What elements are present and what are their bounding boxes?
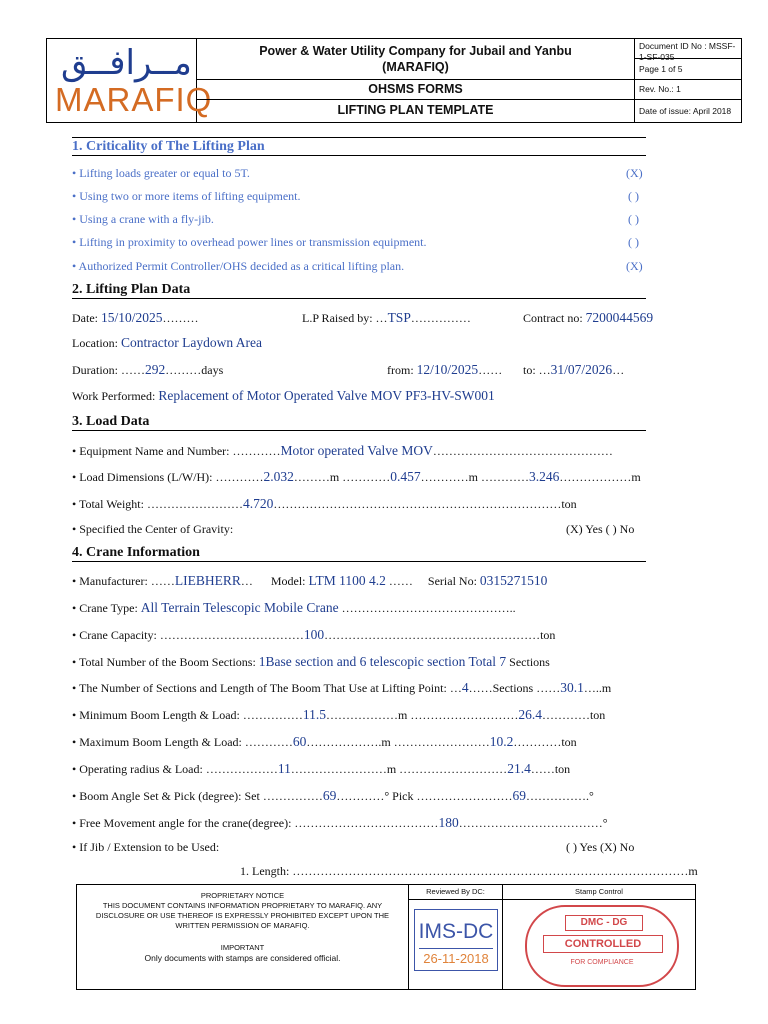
form-group: OHSMS FORMS xyxy=(197,80,635,100)
work-performed: Replacement of Motor Operated Valve MOV PF3-HV-SW001 xyxy=(158,388,495,403)
weight-row: • Total Weight: ……………………4.720………………………………………………………………ton xyxy=(72,496,577,511)
criticality-item: • Authorized Permit Controller/OHS decided as a critical lifting plan. xyxy=(72,259,405,273)
capacity-row: • Crane Capacity: ………………………………100………………………………………………ton xyxy=(72,627,556,642)
criticality-item: • Using a crane with a fly-jib. xyxy=(72,212,214,226)
duration: 292 xyxy=(145,362,166,377)
criticality-mark: ( ) xyxy=(628,189,639,203)
page-number: Page 1 of 5 xyxy=(635,59,741,80)
criticality-mark: ( ) xyxy=(628,212,639,226)
equipment-name: Motor operated Valve MOV xyxy=(280,443,433,458)
ims-dc-stamp: IMS-DC 26-11-2018 xyxy=(414,909,498,971)
work-row: Work Performed: Replacement of Motor Operated Valve MOV PF3-HV-SW001 xyxy=(72,388,495,403)
raised-by-row: L.P Raised by: …TSP…………… xyxy=(302,310,471,325)
criticality-mark: ( ) xyxy=(628,235,639,249)
to-row: to: …31/07/2026… xyxy=(523,362,625,377)
max-boom-row: • Maximum Boom Length & Load: …………60……………….m ……………………10.2…………ton xyxy=(72,734,577,749)
equipment-row: • Equipment Name and Number: …………Motor operated Valve MOV……………………………………… xyxy=(72,443,613,458)
section-2-title: 2. Lifting Plan Data xyxy=(72,282,646,299)
date-row: Date: 15/10/2025……… xyxy=(72,310,199,325)
location: Contractor Laydown Area xyxy=(120,335,262,350)
dimensions-row: • Load Dimensions (L/W/H): …………2.032………m …………0.457…………m …………3.246………………m xyxy=(72,469,641,484)
section-4-title: 4. Crane Information xyxy=(72,545,646,562)
to-date: 31/07/2026 xyxy=(550,362,613,377)
section-1-title: 1. Criticality of The Lifting Plan xyxy=(72,139,646,156)
logo-arabic: مــرافــق xyxy=(61,43,192,83)
contract-row: Contract no: 7200044569 xyxy=(523,310,654,325)
radius-row: • Operating radius & Load: ………………11……………………m ………………………21.4……ton xyxy=(72,761,571,776)
raised-by: TSP xyxy=(387,310,411,325)
proprietary-notice: PROPRIETARY NOTICE THIS DOCUMENT CONTAINS INFORMATION PROPRIETARY TO MARAFIQ. ANY DISCLOSURE OR USE THEREOF IS EXPRESSLY PROHIBITED EXCEPT UPON THE WRITTEN PERMISSION OF MARAFIQ. IMPORTANT Only documents with stamps are considered official. xyxy=(77,885,409,989)
form-title: LIFTING PLAN TEMPLATE xyxy=(197,100,635,122)
location-row: Location: Contractor Laydown Area xyxy=(72,335,262,350)
criticality-mark: (X) xyxy=(626,166,643,180)
free-movement-row: • Free Movement angle for the crane(degree): ………………………………180………………………………° xyxy=(72,815,608,830)
cog-answer: (X) Yes ( ) No xyxy=(566,522,635,536)
criticality-item: • Using two or more items of lifting equipment. xyxy=(72,189,301,203)
boom-used-row: • The Number of Sections and Length of The Boom That Use at Lifting Point: …4……Sections ……30.1…..m xyxy=(72,680,612,695)
marafiq-logo xyxy=(47,39,213,122)
from-row: from: 12/10/2025…… xyxy=(387,362,503,377)
total-weight: 4.720 xyxy=(242,496,274,511)
section-3-title: 3. Load Data xyxy=(72,414,646,431)
reviewed-by-dc: Reviewed By DC: IMS-DC 26-11-2018 xyxy=(409,885,503,989)
divider xyxy=(72,137,646,138)
jib-row: • If Jib / Extension to be Used: xyxy=(72,840,220,854)
document-header xyxy=(46,38,742,123)
stamp-control: Stamp Control DMC - DG CONTROLLED FOR COMPLIANCE xyxy=(503,885,695,989)
criticality-mark: (X) xyxy=(626,259,643,273)
from-date: 12/10/2025 xyxy=(416,362,479,377)
company-name: Power & Water Utility Company for Jubail and Yanbu (MARAFIQ) xyxy=(197,39,635,80)
manufacturer-row: • Manufacturer: ……LIEBHERR… Model: LTM 1100 4.2 …… Serial No: 0315271510 xyxy=(72,573,548,588)
cog-row: • Specified the Center of Gravity: xyxy=(72,522,234,536)
duration-row: Duration: ……292………days xyxy=(72,362,224,377)
boom-total-row: • Total Number of the Boom Sections: 1Base section and 6 telescopic section Total 7 Sections xyxy=(72,654,550,669)
crane-type-row: • Crane Type: All Terrain Telescopic Mobile Crane …………………………………….. xyxy=(72,600,516,615)
lift-date: 15/10/2025 xyxy=(101,310,163,325)
jib-length-row: 1. Length: ………………………………………………………………………………………m xyxy=(240,864,698,878)
criticality-item: • Lifting in proximity to overhead power lines or transmission equipment. xyxy=(72,235,427,249)
min-boom-row: • Minimum Boom Length & Load: ……………11.5………………m ………………………26.4…………ton xyxy=(72,707,606,722)
document-footer xyxy=(76,884,696,990)
criticality-item: • Lifting loads greater or equal to 5T. xyxy=(72,166,250,180)
revision: Rev. No.: 1 xyxy=(635,80,741,100)
controlled-stamp: DMC - DG CONTROLLED FOR COMPLIANCE xyxy=(525,905,679,987)
boom-angle-row: • Boom Angle Set & Pick (degree): Set ……………69…………° Pick ……………………69…………….° xyxy=(72,788,594,803)
doc-id: Document ID No : MSSF-1-SF-035 xyxy=(635,39,741,59)
jib-answer: ( ) Yes (X) No xyxy=(566,840,635,854)
logo-english: MARAFIQ xyxy=(55,81,213,118)
issue-date: Date of issue: April 2018 xyxy=(639,106,732,116)
contract-no: 7200044569 xyxy=(585,310,654,325)
